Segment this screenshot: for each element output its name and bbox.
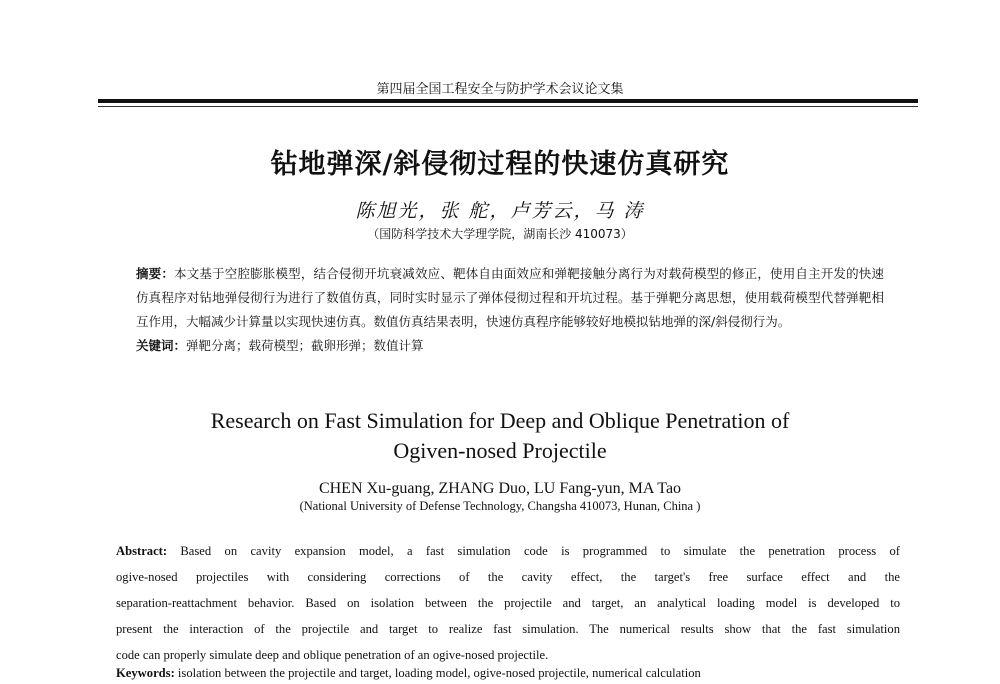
english-title [0, 406, 1000, 466]
chinese-keywords [136, 334, 884, 358]
english-abstract-line-3: separation-reattachment behavior. Based on isolation between the projectile and target, an analytical loading model is developed to [116, 596, 900, 610]
chinese-keywords-label: 关键词： [136, 338, 187, 353]
chinese-abstract-block [136, 262, 884, 358]
english-abstract-line-5: code can properly simulate deep and oblique penetration of an ogive-nosed projectile. [116, 648, 549, 662]
english-abstract-line-2: ogive-nosed projectiles with considering corrections of the cavity effect, the target's free surface effect and the [116, 570, 900, 584]
chinese-affiliation: （国防科学技术大学理学院，湖南长沙 410073） [367, 227, 633, 241]
chinese-abstract-label: 摘要： [136, 266, 175, 281]
chinese-abstract [136, 262, 884, 334]
english-affiliation: (National University of Defense Technology, Changsha 410073, Hunan, China ) [299, 499, 701, 513]
english-keywords-text: isolation between the projectile and target, loading model, ogive-nosed projectile, numerical calculation [174, 666, 701, 680]
chinese-abstract-text: 本文基于空腔膨胀模型，结合侵彻开坑衰减效应、靶体自由面效应和弹靶接触分离行为对载荷模型的修正，使用自主开发的快速仿真程序对钻地弹侵彻行为进行了数值仿真，同时实时显示了弹体侵彻过程和开坑过程。基于弹靶分离思想，使用载荷模型代替弹靶相互作用，大幅减少计算量以实现快速仿真。数值仿真结果表明，快速仿真程序能够较好地模拟钻地弹的深/斜侵彻行为。 [136, 266, 884, 329]
english-abstract [116, 538, 900, 668]
english-title-line-2: Ogiven-nosed Projectile [393, 438, 607, 463]
english-keywords-label: Keywords: [116, 666, 175, 680]
chinese-title: 钻地弹深/斜侵彻过程的快速仿真研究 [270, 149, 730, 180]
english-keywords [116, 666, 900, 681]
english-abstract-text-1: Based on cavity expansion model, a fast simulation code is programmed to simulate the penetration process of [167, 544, 900, 558]
header-rule-thick [98, 99, 918, 103]
chinese-authors: 陈旭光，张 舵，卢芳云，马 涛 [355, 200, 645, 222]
english-abstract-line-4: present the interaction of the projectile and target to realize fast simulation. The numerical results show that the fast simulation [116, 622, 900, 636]
chinese-keywords-text: 弹靶分离；载荷模型；截卵形弹；数值计算 [186, 338, 424, 353]
english-authors: CHEN Xu-guang, ZHANG Duo, LU Fang-yun, MA Tao [318, 480, 682, 497]
english-abstract-label: Abstract: [116, 544, 168, 558]
header-rule-thin [98, 106, 918, 107]
english-abstract-line-1 [116, 538, 900, 564]
running-head: 第四届全国工程安全与防护学术会议论文集 [376, 82, 624, 97]
english-title-line-1: Research on Fast Simulation for Deep and Oblique Penetration of [210, 408, 790, 433]
